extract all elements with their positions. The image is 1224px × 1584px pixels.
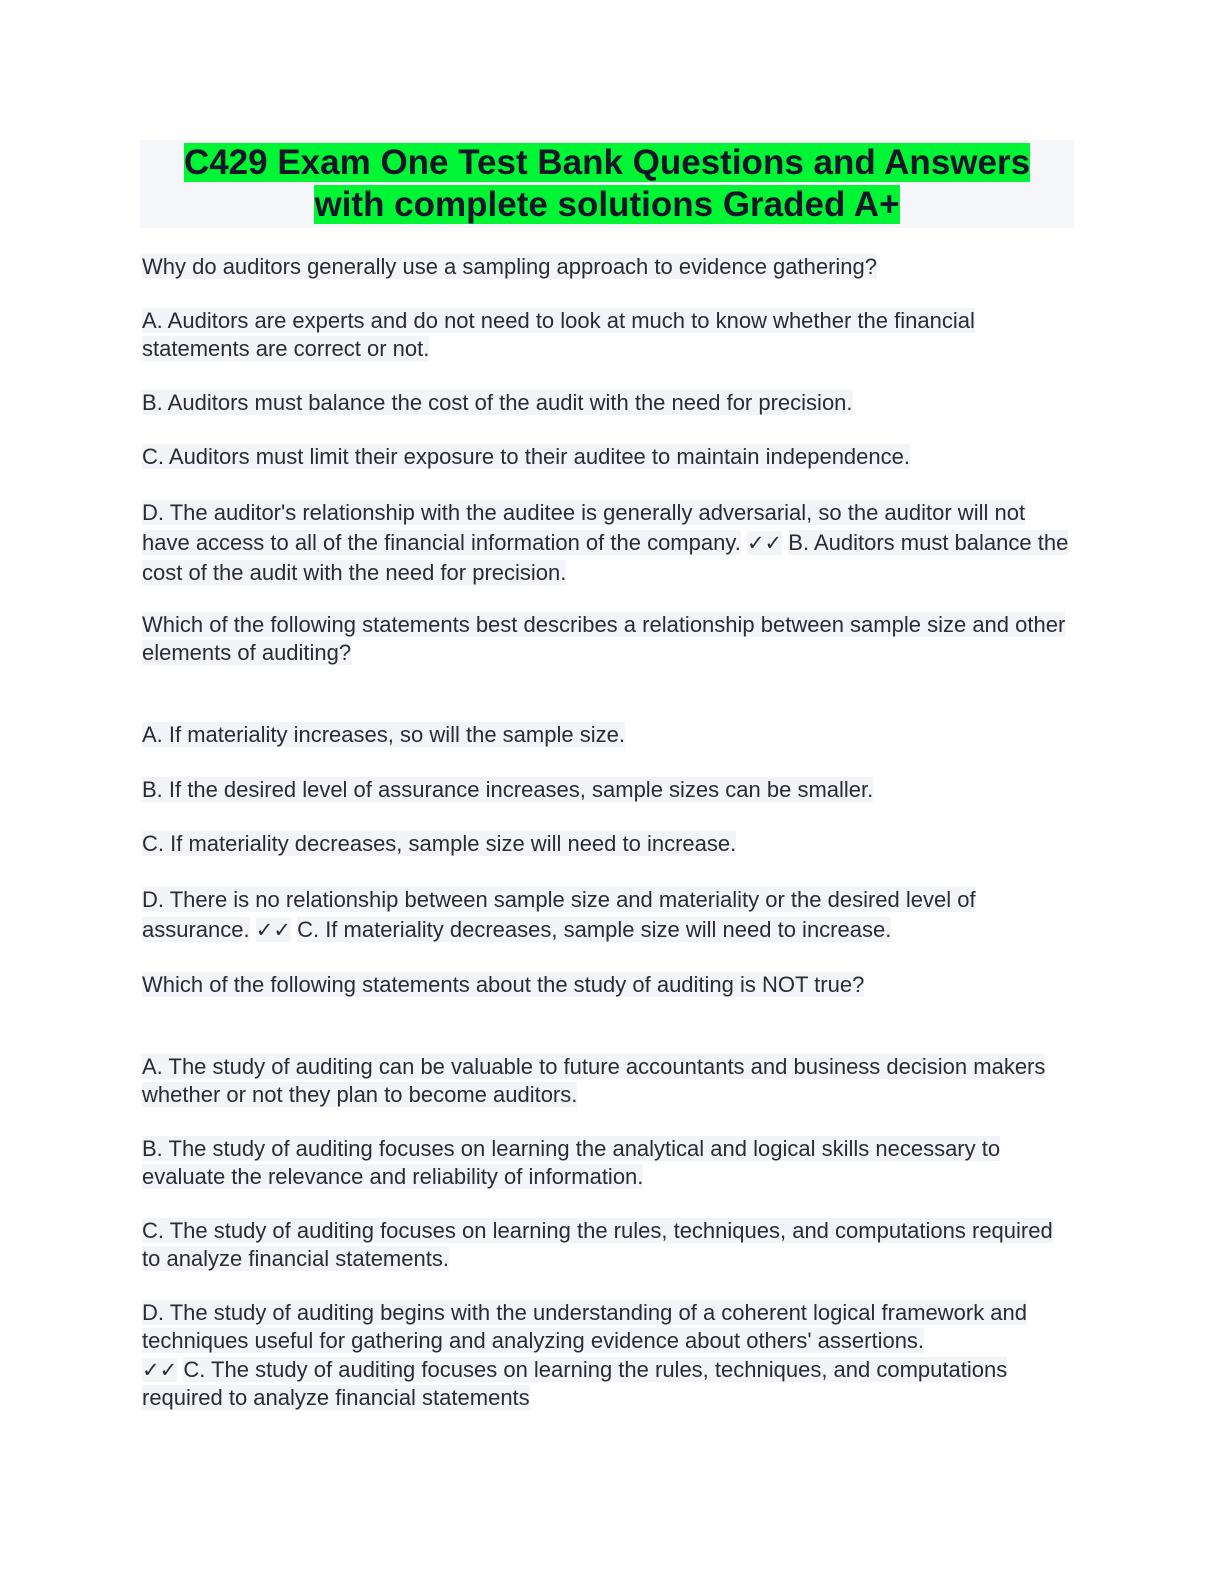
q3-option-a: A. The study of auditing can be valuable to future accountants and business decision makers whether or not they plan to become auditors. (142, 1054, 1046, 1107)
document-page (142, 140, 1076, 1410)
answer-check-icon: ✓✓ (255, 918, 291, 942)
q3-option-b: B. The study of auditing focuses on learning the analytical and logical skills necessary to evaluate the relevance and reliability of information. (142, 1136, 1001, 1189)
q3-option-d: D. The study of auditing begins with the understanding of a coherent logical framework and techniques useful for gathering and analyzing evidence about others' assertions. (142, 1300, 1028, 1353)
question-3: Which of the following statements about the study of auditing is NOT true? (142, 972, 865, 997)
q2-option-a: A. If materiality increases, so will the sample size. (142, 722, 625, 747)
document-title (140, 140, 1074, 228)
question-1: Why do auditors generally use a sampling approach to evidence gathering? (142, 254, 878, 279)
q1-answer: B. Auditors must balance the cost of the audit with the need for precision. (142, 530, 1069, 585)
q1-option-b: B. Auditors must balance the cost of the audit with the need for precision. (142, 390, 853, 415)
q1-option-a: A. Auditors are experts and do not need to look at much to know whether the financial statements are correct or not. (142, 308, 975, 361)
answer-check-icon: ✓✓ (746, 531, 783, 555)
q1-option-c: C. Auditors must limit their exposure to their auditee to maintain independence. (142, 444, 910, 469)
q3-answer: C. The study of auditing focuses on learning the rules, techniques, and computations required to analyze financial statements (142, 1357, 1008, 1410)
q2-option-d-with-answer: D. There is no relationship between sample size and materiality or the desired level of assurance. ✓✓ C. If materiality decreases, sample size will need to increase. (142, 887, 976, 942)
question-2: Which of the following statements best describes a relationship between sample size and other elements of auditing? (142, 612, 1066, 665)
q2-answer: C. If materiality decreases, sample size will need to increase. (297, 917, 892, 942)
q2-option-b: B. If the desired level of assurance increases, sample sizes can be smaller. (142, 777, 874, 802)
q3-option-c: C. The study of auditing focuses on learning the rules, techniques, and computations required to analyze financial statements. (142, 1218, 1053, 1271)
answer-check-icon: ✓✓ (142, 1358, 178, 1382)
title-line-2: with complete solutions Graded A+ (314, 185, 900, 224)
q2-option-c: C. If materiality decreases, sample size will need to increase. (142, 831, 737, 856)
title-line-1: C429 Exam One Test Bank Questions and Answers (183, 143, 1031, 182)
q1-option-d-with-answer: D. The auditor's relationship with the auditee is generally adversarial, so the auditor will not have access to all of the financial information of the company. ✓✓ B. Auditors must balance the cost of the audit with the need for precision. (142, 500, 1069, 585)
q3-answer-line (142, 1356, 1076, 1412)
